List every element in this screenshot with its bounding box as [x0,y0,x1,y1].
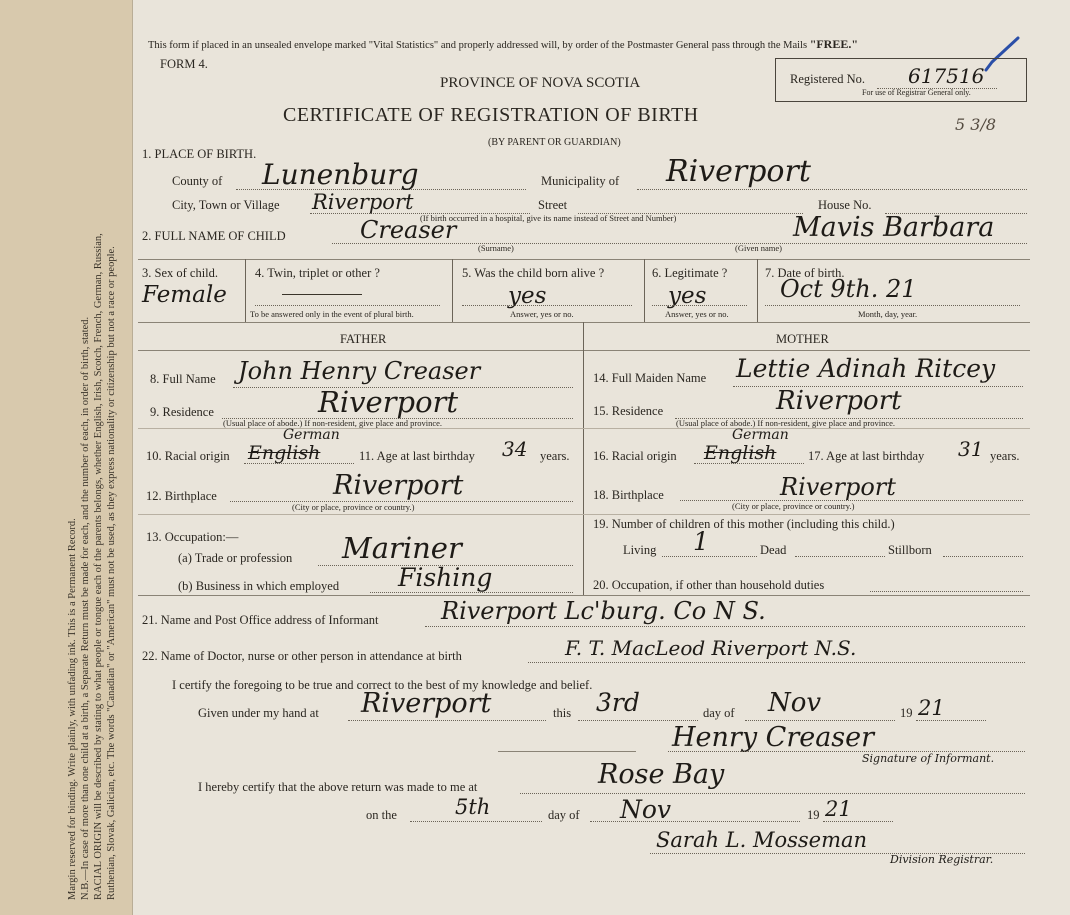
child-surname: Creaser [360,216,457,244]
mail-notice-free: "FREE." [809,37,859,51]
father-name-label: 8. Full Name [150,372,216,386]
father-racial-label: 10. Racial origin [146,449,230,463]
birth-date-rule [765,305,1020,306]
alive-label: 5. Was the child born alive ? [462,266,605,280]
form-number: FORM 4. [160,57,208,71]
mother-racial-value: German [732,427,789,443]
given-month-rule [745,720,895,721]
row3-top-border [138,259,1030,260]
margin-divider [132,0,133,915]
registered-label: Registered No. [790,72,865,86]
province-heading: PROVINCE OF NOVA SCOTIA [440,75,641,91]
registrar-on-label: on the [366,808,397,822]
given-year-prefix: 19 [900,706,913,720]
child-name-label: 2. FULL NAME OF CHILD [142,229,286,243]
mother-residence-value: Riverport [776,386,902,416]
registrar-year-rule [823,821,893,822]
house-label: House No. [818,198,872,212]
parents-top-border [138,350,1030,351]
living-rule [662,556,757,557]
mother-residence-label: 15. Residence [593,404,664,418]
registrar-day-rule [410,821,542,822]
registrar-caption: Division Registrar. [890,853,994,866]
birth-date-label: 7. Date of birth. [765,266,845,280]
father-age-value: 34 [502,437,528,461]
mother-racial-struck: English [704,442,777,464]
this-label: this [553,706,572,720]
given-caption: (Given name) [735,243,782,253]
municipality-rule [637,189,1027,190]
given-year-value: 21 [918,696,945,720]
corner-mark: 5 3/8 [955,115,997,134]
alive-rule [462,305,632,306]
mail-notice [148,37,858,52]
mother-birthplace-note: (City or place, province or country.) [732,501,855,511]
father-residence-label: 9. Residence [150,405,214,419]
legitimate-label: 6. Legitimate ? [652,266,728,280]
margin-line-4: Ruthenian, Slovak, Galician, etc. The words "Canadian" or "American" must not be used, as they express nationality or citizenship but not a race or people. [106,246,117,900]
blank-signature-line [498,751,636,752]
registered-number: 617516 [908,64,985,88]
doctor-value: F. T. MacLeod Riverport N.S. [565,636,857,660]
mother-residence-note: (Usual place of abode.) If non-resident, give place and province. [676,418,896,428]
city-value: Riverport [312,190,414,214]
alive-note: Answer, yes or no. [510,309,574,319]
registrar-dayof-label: day of [548,808,580,822]
county-value: Lunenburg [262,158,419,191]
margin-line-2: N.B.—In case of more than one child at a birth, a Separate Return must be made for each, and the number of each, in order of birth, stated. [80,316,91,900]
informant-signature: Henry Creaser [672,722,875,753]
informant-label: 21. Name and Post Office address of Informant [142,613,379,627]
hospital-note: (If birth occurred in a hospital, give its name instead of Street and Number) [420,213,677,223]
municipality-value: Riverport [666,154,811,189]
father-residence-note: (Usual place of abode.) If non-resident, give place and province. [223,418,443,428]
dead-rule [795,556,885,557]
business-label: (b) Business in which employed [178,579,340,593]
given-place-rule [348,720,546,721]
surname-caption: (Surname) [478,243,514,253]
county-label: County of [172,174,223,188]
parents-center-divider [583,322,584,595]
mother-birthplace-label: 18. Birthplace [593,488,664,502]
given-place-value: Riverport [361,688,492,719]
given-day-value: 3rd [596,688,640,717]
legitimate-rule [652,305,747,306]
parents-bottom-border [138,595,1030,596]
registrar-signature: Sarah L. Mosseman [656,828,868,852]
municipality-label: Municipality of [541,174,620,188]
twin-rule [255,305,440,306]
row3-div-2 [452,259,453,322]
mother-racial-label: 16. Racial origin [593,449,677,463]
dead-label: Dead [760,543,787,557]
informant-rule [425,626,1025,627]
registrar-year-value: 21 [825,797,852,821]
parents-row-sep-1 [138,428,1030,429]
certificate-title: CERTIFICATE OF REGISTRATION OF BIRTH [283,104,699,126]
sex-value: Female [142,282,227,308]
living-label: Living [623,543,657,557]
stillborn-label: Stillborn [888,543,932,557]
mother-birthplace-value: Riverport [780,473,896,501]
mail-notice-text: This form if placed in an unsealed envelope marked "Vital Statistics" and properly addressed will, by order of the Postmaster General pass through the Mails [148,40,808,51]
twin-dash [282,294,362,295]
registrar-month-value: Nov [620,795,672,824]
mother-occupation-label: 20. Occupation, if other than household duties [593,578,825,592]
birth-date-value: Oct 9th. 21 [780,275,917,303]
doctor-label: 22. Name of Doctor, nurse or other person in attendance at birth [142,649,462,663]
mother-years-label: years. [990,449,1020,463]
parents-row-sep-2 [138,514,1030,515]
father-age-label: 11. Age at last birthday [359,449,475,463]
twin-label: 4. Twin, triplet or other ? [255,266,380,280]
father-heading: FATHER [340,332,387,346]
row3-bottom-border [138,322,1030,323]
given-month-value: Nov [768,688,822,718]
child-given-name: Mavis Barbara [793,212,995,243]
doctor-rule [528,662,1025,663]
father-birthplace-note: (City or place, province or country.) [292,502,415,512]
given-day-rule [578,720,698,721]
margin-line-1: Margin reserved for binding. Write plainly, with unfading ink. This is a Permanent Record. [67,518,78,900]
street-label: Street [538,198,568,212]
mother-age-label: 17. Age at last birthday [808,449,925,463]
row3-div-4 [757,259,758,322]
occupation-label: 13. Occupation:— [146,530,239,544]
informant-value: Riverport Lc'burg. Co N S. [441,597,766,625]
registrar-note: For use of Registrar General only. [862,88,971,97]
registrar-place-value: Rose Bay [598,759,725,790]
trade-value: Mariner [342,531,462,565]
living-value: 1 [693,527,709,556]
father-birthplace-value: Riverport [333,470,464,501]
business-rule [370,592,573,593]
informant-signature-caption: Signature of Informant. [862,752,995,765]
mother-name-label: 14. Full Maiden Name [593,371,707,385]
father-racial-struck: English [248,442,321,464]
sex-label: 3. Sex of child. [142,266,219,280]
father-years-label: years. [540,449,570,463]
father-racial-value: German [283,427,340,443]
mother-occupation-rule [870,591,1023,592]
place-label: 1. PLACE OF BIRTH. [142,147,257,161]
birth-date-note: Month, day, year. [858,309,918,319]
trade-label: (a) Trade or profession [178,551,293,565]
father-residence-value: Riverport [318,385,459,419]
registrar-place-rule [520,793,1025,794]
row3-div-1 [245,259,246,322]
alive-value: yes [508,283,547,309]
twin-note: To be answered only in the event of plural birth. [250,309,414,319]
father-name-value: John Henry Creaser [238,357,481,385]
row3-div-3 [644,259,645,322]
city-label: City, Town or Village [172,198,280,212]
margin-instructions [66,0,118,900]
mother-age-value: 31 [958,437,984,461]
given-year-rule [916,720,986,721]
father-birthplace-label: 12. Birthplace [146,489,217,503]
business-value: Fishing [398,563,493,592]
given-dayof-label: day of [703,706,735,720]
legitimate-note: Answer, yes or no. [665,309,729,319]
legitimate-value: yes [668,283,707,309]
given-under-label: Given under my hand at [198,706,319,720]
mother-name-value: Lettie Adinah Ritcey [736,354,996,383]
stillborn-rule [943,556,1023,557]
registrar-text: I hereby certify that the above return was made to me at [198,780,478,794]
certificate-subtitle: (BY PARENT OR GUARDIAN) [488,137,621,148]
registrar-day-value: 5th [455,795,491,819]
margin-line-3: RACIAL ORIGIN will be described by stating to what people or tongue each of the parents belongs, whether English, Irish, Scotch, French, German, Russian, [93,233,104,900]
registrar-year-prefix: 19 [807,808,820,822]
mother-heading: MOTHER [776,332,829,346]
certify-text: I certify the foregoing to be true and correct to the best of my knowledge and belief. [172,678,593,692]
children-label: 19. Number of children of this mother (including this child.) [593,517,895,531]
